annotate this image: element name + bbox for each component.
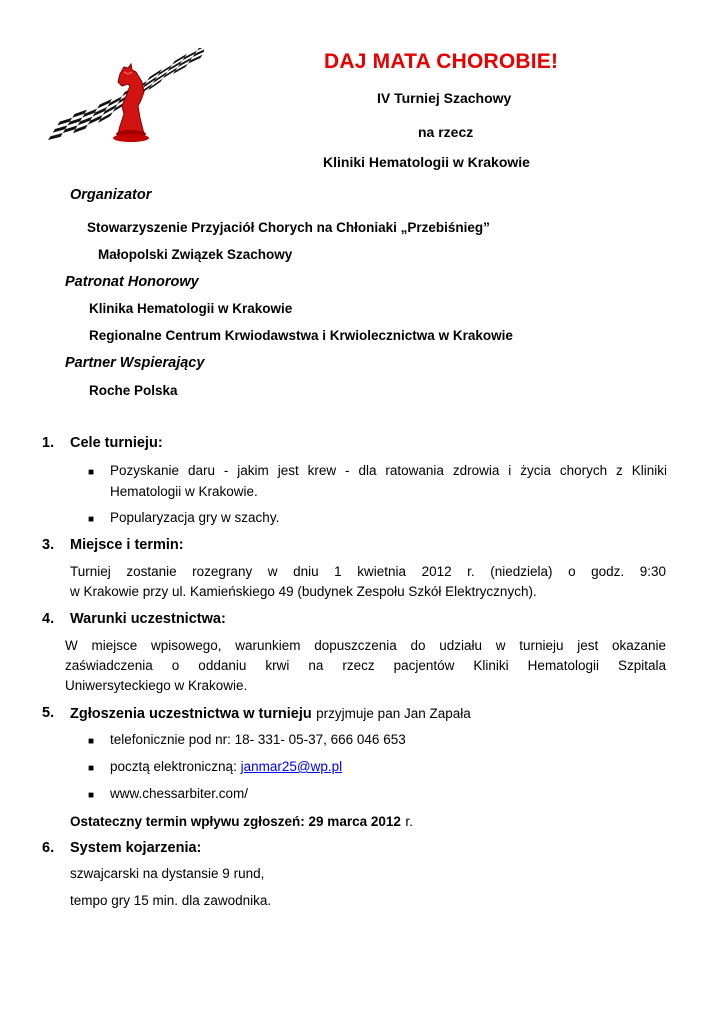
goals-heading: Cele turnieju: — [70, 435, 163, 451]
bullet-icon: ■ — [88, 763, 95, 774]
section-number: 6. — [42, 840, 55, 856]
subtitle-tournament: IV Turniej Szachowy — [377, 90, 512, 106]
section-number: 3. — [42, 537, 55, 553]
goals-bullet-text-cont: Hematologii w Krakowie. — [110, 484, 258, 499]
organizer-item: Stowarzyszenie Przyjaciół Chorych na Chłoniaki „Przebiśnieg” — [87, 220, 490, 235]
bullet-icon: ■ — [88, 467, 95, 478]
email-link[interactable]: janmar25@wp.pl — [240, 759, 343, 774]
system-heading: System kojarzenia: — [70, 840, 202, 856]
registration-phone: telefonicznie pod nr: 18- 331- 05-37, 666 046 653 — [110, 732, 406, 747]
partner-item: Roche Polska — [89, 383, 178, 398]
organizer-item: Małopolski Związek Szachowy — [98, 247, 293, 262]
page-title: DAJ MATA CHOROBIE! — [324, 50, 559, 73]
subtitle-for: na rzecz — [418, 124, 474, 140]
registration-deadline — [70, 813, 413, 831]
place-text-cont: w Krakowie przy ul. Kamieńskiego 49 (budynek Zespołu Szkół Elektrycznych). — [70, 584, 537, 599]
registration-heading-line — [70, 705, 471, 723]
registration-email-line — [110, 759, 342, 774]
email-label: pocztą elektroniczną: — [110, 759, 237, 774]
registration-heading: Zgłoszenia uczestnictwa w turnieju — [70, 706, 312, 722]
conditions-text: W miejsce wpisowego, warunkiem dopuszczenia do udziału w turnieju jest okazanie — [65, 638, 666, 653]
conditions-heading: Warunki uczestnictwa: — [70, 611, 226, 627]
goals-bullet-text: Popularyzacja gry w szachy. — [110, 510, 280, 525]
goals-bullet-text: Pozyskanie daru - jakim jest krew - dla ratowania zdrowia i życia chorych z Kliniki — [110, 463, 667, 478]
section-number: 4. — [42, 611, 55, 627]
place-heading: Miejsce i termin: — [70, 537, 184, 553]
place-text: Turniej zostanie rozegrany w dniu 1 kwietnia 2012 r. (niedziela) o godz. 9:30 — [70, 564, 666, 579]
chess-logo-icon — [44, 48, 204, 148]
registration-person: przyjmuje pan Jan Zapała — [316, 706, 471, 721]
section-number: 5. — [42, 705, 55, 721]
bullet-icon: ■ — [88, 736, 95, 747]
bullet-icon: ■ — [88, 790, 95, 801]
registration-website: www.chessarbiter.com/ — [110, 786, 249, 801]
deadline-suffix: r. — [405, 814, 413, 829]
deadline-text: Ostateczny termin wpływu zgłoszeń: 29 marca 2012 — [70, 814, 401, 829]
system-text: szwajcarski na dystansie 9 rund, — [70, 866, 265, 881]
patronage-item: Klinika Hematologii w Krakowie — [89, 301, 293, 316]
patronage-item: Regionalne Centrum Krwiodawstwa i Krwiolecznictwa w Krakowie — [89, 328, 513, 343]
section-number: 1. — [42, 435, 55, 451]
patronage-heading: Patronat Honorowy — [65, 274, 199, 290]
conditions-text: zaświadczenia o oddaniu krwi na rzecz pacjentów Kliniki Hematologii Szpitala — [65, 658, 666, 673]
subtitle-clinic: Kliniki Hematologii w Krakowie — [323, 154, 530, 170]
organizer-heading: Organizator — [70, 187, 152, 203]
partner-heading: Partner Wspierający — [65, 355, 205, 371]
system-text: tempo gry 15 min. dla zawodnika. — [70, 893, 272, 908]
bullet-icon: ■ — [88, 514, 95, 525]
conditions-text: Uniwersyteckiego w Krakowie. — [65, 678, 248, 693]
